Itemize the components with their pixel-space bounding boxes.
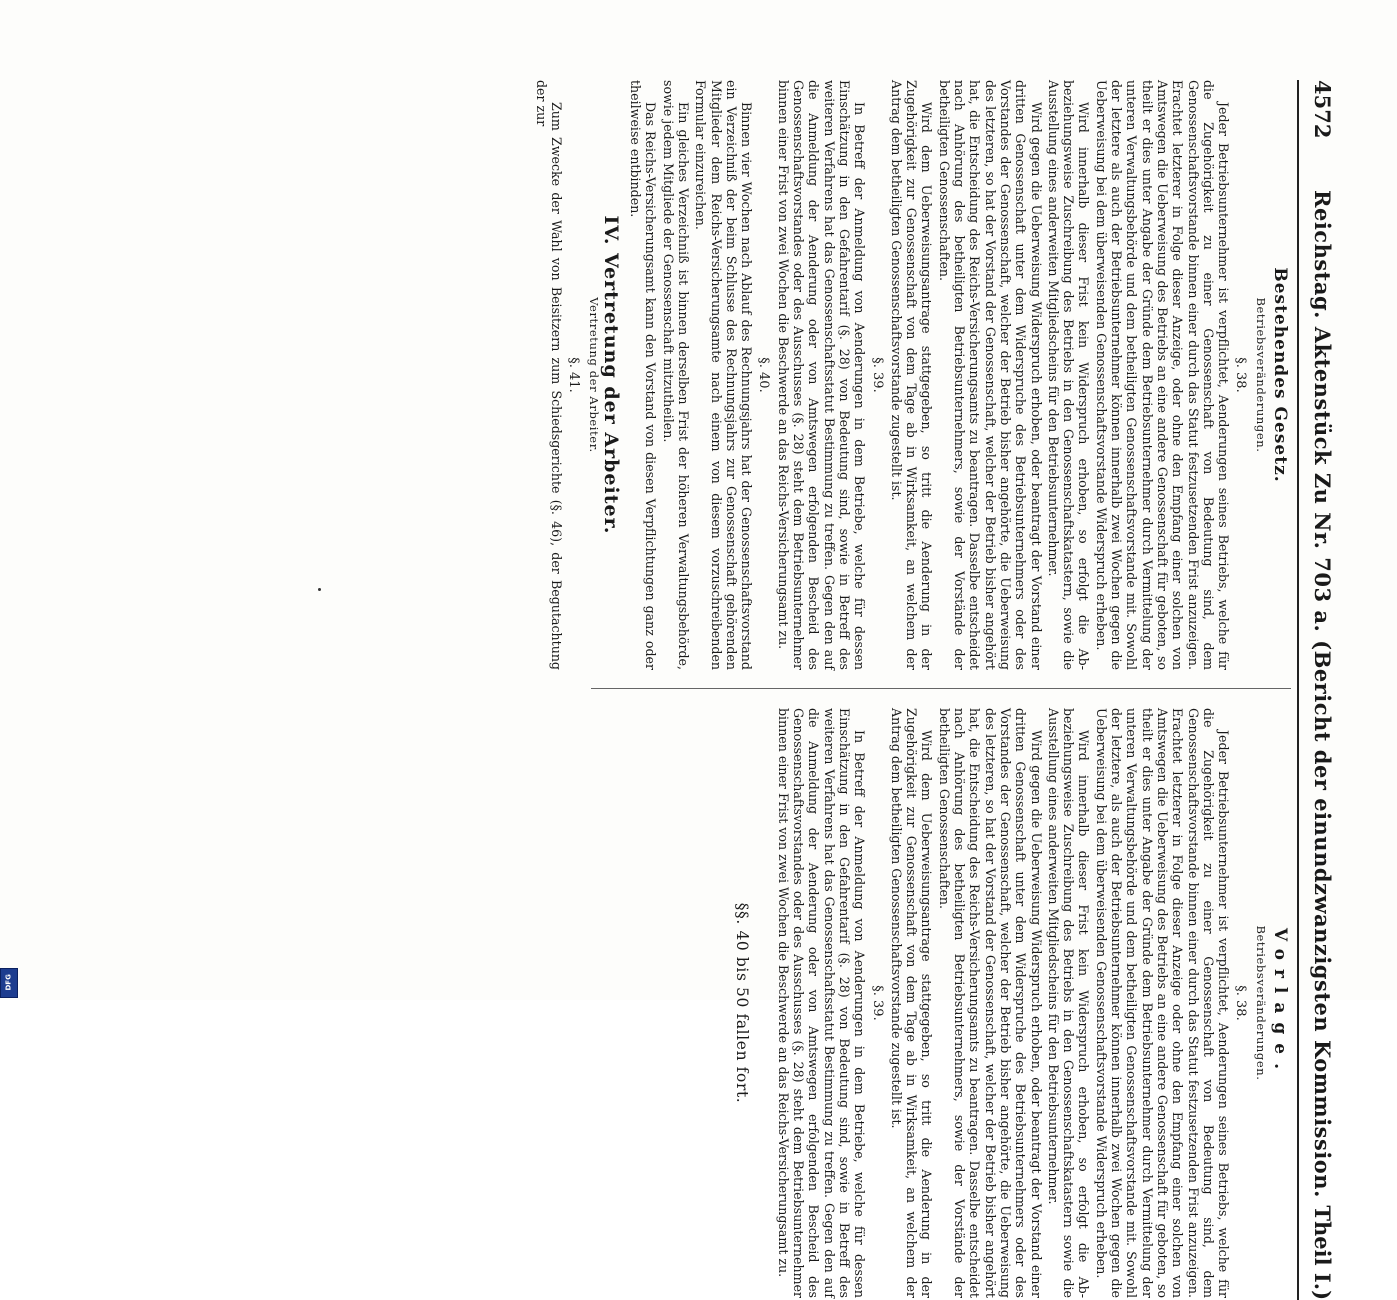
left-s38-paragraph-1: Jeder Betriebsunternehmer ist verpflichtet, Aenderungen seines Betriebs, welche für die Zugehörigkeit zu einer Genossenschaft von Bedeutung sind, dem Genossenschaftsvorstande binnen einer durch das Statut festzusetzenden Frist anzuzeigen. Erachtet letzterer in Folge dieser Anzeige, oder ohne den Empfang einer solchen von Amtswegen die Ueberweisung des Betriebs an eine andere Genossenschaft für geboten, so theilt er dies unter Angabe der Gründe dem Betriebsunternehmer durch Vermittelung der unteren Verwaltungsbehörde und dem betheiligten Genossenschaftsvorstande mit. Sowohl der letztere als auch der Betriebsunternehmer können innerhalb zwei Wochen gegen die Ueberweisung bei dem überweisenden Genossenschaftsvorstande Widerspruch erheben. bbox=[1093, 80, 1232, 670]
column-divider bbox=[591, 688, 1291, 689]
left-s41-paragraph-1: Zum Zwecke der Wahl von Beisitzern zum Schiedsgerichte (§. 46), der Begutachtung der zur bbox=[533, 80, 564, 670]
left-s39-paragraph-1: In Betreff der Anmeldung von Aenderungen in dem Betriebe, welche für dessen Einschätzung in den Gefahrentarif (§. 28) von Bedeutung sind, sowie in Betreff des weiteren Verfahrens hat das Genossenschaftsstatut Bestimmung zu treffen. Gegen den auf die Anmeldung der Aenderung oder von Amtswegen erfolgenden Bescheid des Genossenschaftsvorstandes oder des Ausschusses (§. 28) steht dem Betriebsunternehmer binnen einer Frist von zwei Wochen die Beschwerde an das Reichs-Versicherungsamt zu. bbox=[775, 80, 868, 670]
right-subtitle: Betriebsveränderungen. bbox=[1253, 925, 1268, 1081]
left-s38-paragraph-3: Wird gegen die Ueberweisung Widerspruch erhoben, oder beantragt der Vorstand einer dritten Genossenschaft unter dem Widerspruche des Betriebsunternehmers oder des Vorstandes der Genossenschaft, welcher der Betrieb bisher angehörte, die Ueberweisung des letzteren, so hat der Vorstand der Genossenschaft, welcher der Betrieb bisher angehört hat, die Entscheidung des Reichs-Versicherungsamts zu beantragen. Dasselbe entscheidet nach Anhörung des betheiligten Betriebsunternehmers, sowie der Vorstände der betheiligten Genossenschaften. bbox=[936, 80, 1044, 670]
right-s38-paragraph-4: Wird dem Ueberweisungsantrage stattgegeben, so tritt die Aenderung in der Zugehörigkeit zur Genossenschaft von dem Tage ab in Wirksamkeit, an welchem der Antrag dem betheiligten Genossenschaftsvorstande zugestellt ist. bbox=[888, 708, 935, 1298]
left-s38-paragraph-2: Wird innerhalb dieser Frist kein Widerspruch erhoben, so erfolgt die Ab- beziehungsweise Zuschreibung des Betriebs in den Genossenschaftskatastern, sowie die Ausstellung eines anderweiten Mitgliedscheins für den Betriebsunternehmer. bbox=[1045, 80, 1092, 670]
left-section-iv-subtitle: Vertretung der Arbeiter. bbox=[586, 297, 601, 453]
header-part: Theil I.) bbox=[1310, 1205, 1335, 1300]
header-title: Reichstag. Aktenstück Zu Nr. 703 a. (Bericht der einundzwanzigsten Kommission. bbox=[1310, 190, 1335, 1198]
dfg-logo bbox=[0, 968, 18, 998]
header-rule bbox=[1297, 80, 1299, 1300]
left-section-iv-heading: IV. Vertretung der Arbeiter. bbox=[599, 215, 622, 535]
left-s40-paragraph-2: Ein gleiches Verzeichniß ist binnen derselben Frist der höheren Verwaltungsbehörde, sowie jedem Mitgliede der Genossenschaft mitzutheilen. bbox=[660, 80, 692, 670]
left-subtitle: Betriebsveränderungen. bbox=[1253, 297, 1268, 453]
scan-speck bbox=[318, 588, 321, 591]
right-s38-paragraph-2: Wird innerhalb dieser Frist kein Widerspruch erhoben, so erfolgt die Ab- beziehungsweise Zuschreibung des Betriebs in den Genossenschaftskatastern sowie die Ausstellung eines anderweiten Mitgliedscheins für den Betriebsunternehmer. bbox=[1045, 708, 1092, 1298]
left-s40-heading: §. 40. bbox=[756, 357, 772, 393]
right-column-proposal bbox=[733, 708, 1290, 1298]
dfg-logo-text: DFG bbox=[4, 974, 13, 991]
right-s39-paragraph-1: In Betreff der Anmeldung von Aenderungen in dem Betriebe, welche für dessen Einschätzung in den Gefahrentarif (§. 28) von Bedeutung sind, sowie in Betreff des weiteren Verfahrens hat das Genossenschaftsstatut Bestimmung zu treffen. Gegen den auf die Anmeldung der Aenderung oder von Amtswegen erfolgenden Bescheid des Genossenschaftsvorstandes oder des Ausschusses (§. 28) steht dem Betriebsunternehmer binnen einer Frist von zwei Wochen die Beschwerde an das Reichs-Versicherungsamt zu. bbox=[775, 708, 868, 1298]
left-s38-heading: §. 38. bbox=[1233, 357, 1249, 393]
right-s38-paragraph-3: Wird gegen die Ueberweisung Widerspruch erhoben, oder beantragt der Vorstand einer dritten Genossenschaft unter dem Widerspruche des Betriebsunternehmers oder des Vorstandes der Genossenschaft, welcher der Betrieb bisher angehörte, die Ueberweisung des letzteren, so hat der Vorstand der Genossenschaft, welcher der Betrieb bisher angehört hat, die Entscheidung des Reichs-Versicherungsamts zu beantragen. Dasselbe entscheidet nach Anhörung des betheiligten Betriebsunternehmers, sowie der Vorstände der betheiligten Genossenschaften. bbox=[936, 708, 1044, 1298]
left-column-title: Bestehendes Gesetz. bbox=[1270, 267, 1290, 483]
right-s39-heading: §. 39. bbox=[869, 985, 885, 1021]
page-number: 4572 bbox=[1310, 80, 1335, 139]
right-column-title: Vorlage. bbox=[1270, 927, 1290, 1079]
left-s39-heading: §. 39. bbox=[869, 357, 885, 393]
right-fallen-note: §§. 40 bis 50 fallen fort. bbox=[733, 902, 752, 1104]
left-s38-paragraph-4: Wird dem Ueberweisungsantrage stattgegeben, so tritt die Aenderung in der Zugehörigkeit zur Genossenschaft von dem Tage ab in Wirksamkeit, an welchem der Antrag dem betheiligten Genossenschaftsvorstande zugestellt ist. bbox=[888, 80, 935, 670]
left-column-existing-law bbox=[531, 80, 1290, 670]
page-header bbox=[1301, 80, 1335, 1300]
right-s38-heading: §. 38. bbox=[1233, 985, 1249, 1021]
left-s41-heading: §. 41. bbox=[566, 357, 582, 393]
left-s40-paragraph-1: Binnen vier Wochen nach Ablauf des Rechnungsjahrs hat der Genossenschaftsvorstand ein Verzeichniß der beim Schlusse des Rechnungsjahrs zur Genossenschaft gehörenden Mitglieder dem Reichs-Versicherungsamte nach einem von diesem vorzuschreibenden Formular einzureichen. bbox=[693, 80, 755, 670]
right-s38-paragraph-1: Jeder Betriebsunternehmer ist verpflichtet, Aenderungen seines Betriebs, welche für die Zugehörigkeit zu einer Genossenschaft von Bedeutung sind, dem Genossenschaftsvorstande binnen einer durch das Statut festzusetzenden Frist anzuzeigen. Erachtet letzterer in Folge dieser Anzeige oder ohne den Empfang einer solchen von Amtswegen die Ueberweisung des Betriebs an eine andere Genossenschaft für geboten, so theilt er dies unter Angabe der Gründe dem Betriebsunternehmer durch Vermittelung der unteren Verwaltungsbehörde und dem betheiligten Genossenschaftsvorstande mit. Sowohl der letztere, als auch der Betriebsunternehmer können innerhalb zwei Wochen gegen die Ueberweisung bei dem überweisenden Genossenschaftsvorstande Widerspruch erheben. bbox=[1093, 708, 1232, 1298]
rotated-document-page bbox=[55, 80, 1335, 1300]
left-s40-paragraph-3: Das Reichs-Versicherungsamt kann den Vorstand von diesen Verpflichtungen ganz oder theilweise entbinden. bbox=[628, 80, 659, 670]
